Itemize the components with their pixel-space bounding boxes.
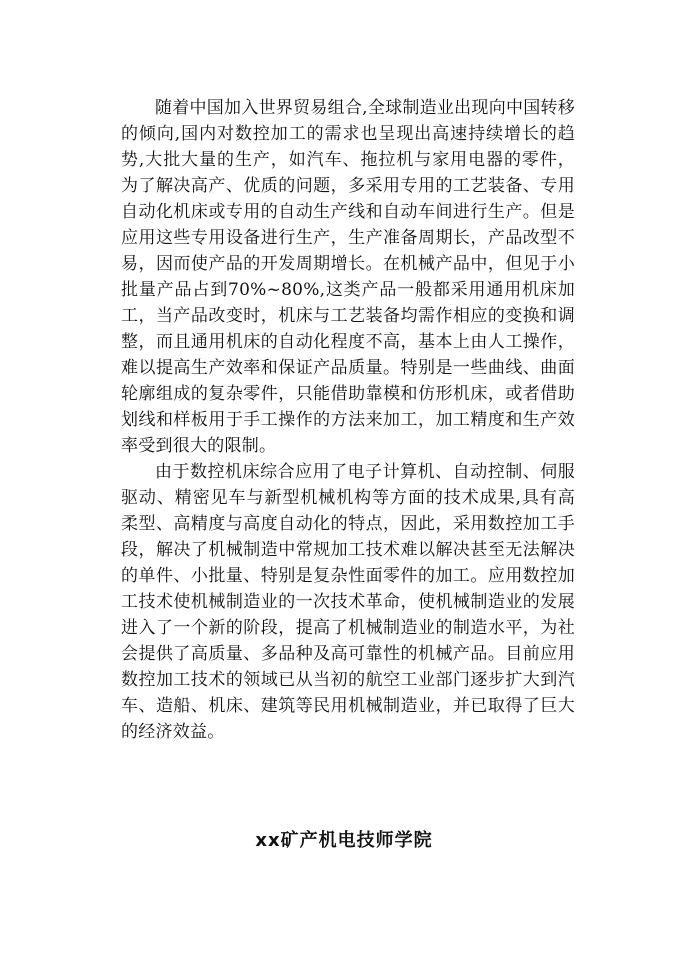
institution-footer: xx矿产机电技师学院: [255, 830, 433, 851]
paragraph-1: 随着中国加入世界贸易组合,全球制造业出现向中国转移的倾向,国内对数控加工的需求也呈现出高速持续增长的趋势,大批大量的生产，如汽车、拖拉机与家用电器的零件，为了解决高产、优质的问题，多采用专用的工艺装备、专用自动化机床或专用的自动生产线和自动车间进行生产。但是应用这些专用设备进行生产，生产准备周期长，产品改型不易，因而使产品的开发周期增长。在机械产品中，但见于小批量产品占到70%~80%,这类产品一般都采用通用机床加工，当产品改变时，机床与工艺装备均需作相应的变换和调整，而且通用机床的自动化程度不高，基本上由人工操作，难以提高生产效率和保证产品质量。特别是一些曲线、曲面轮廓组成的复杂零件，只能借助靠模和仿形机床，或者借助划线和样板用于手工操作的方法来加工，加工精度和生产效率受到很大的限制。: [121, 98, 575, 456]
document-body: [121, 95, 575, 745]
paragraph-2: 由于数控机床综合应用了电子计算机、自动控制、伺服驱动、精密见车与新型机械机构等方面的技术成果,具有高柔型、高精度与高度自动化的特点，因此，采用数控加工手段，解决了机械制造中常规加工技术难以解决甚至无法解决的单件、小批量、特别是复杂性面零件的加工。应用数控加工技术使机械制造业的一次技术革命，使机械制造业的发展进入了一个新的阶段，提高了机械制造业的制造水平，为社会提供了高质量、多品种及高可靠性的机械产品。目前应用数控加工技术的领域已从当初的航空工业部门逐步扩大到汽车、造船、机床、建筑等民用机械制造业，并已取得了巨大的经济效益。: [121, 462, 575, 742]
